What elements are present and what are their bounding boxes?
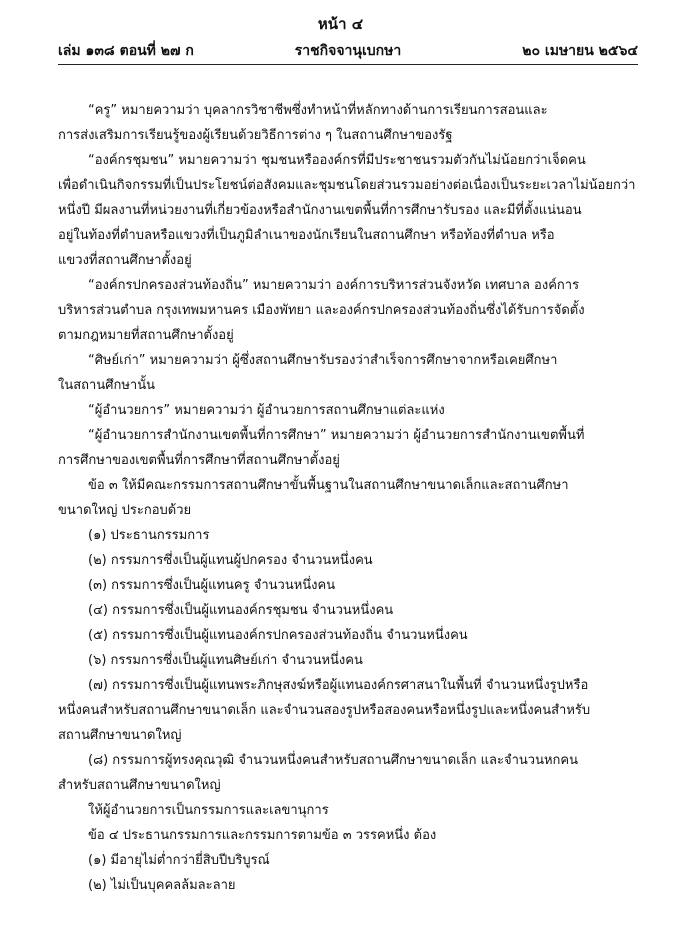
text-line: ข้อ ๓ ให้มีคณะกรรมการสถานศึกษาขั้นพื้นฐานในสถานศึกษาขนาดเล็กและสถานศึกษา — [88, 478, 569, 493]
list-item: (๑) ประธานกรรมการ — [88, 528, 210, 543]
text-line: เพื่อดำเนินกิจกรรมที่เป็นประโยชน์ต่อสังคมและชุมชนโดยส่วนรวมอย่างต่อเนื่องเป็นระยะเวลาไม่น้อยกว่า — [58, 178, 636, 193]
list-item: (๘) กรรมการผู้ทรงคุณวุฒิ จำนวนหนึ่งคนสำหรับสถานศึกษาขนาดเล็ก และจำนวนหกคน — [88, 753, 578, 768]
publication-date: ๒๐ เมษายน ๒๕๖๔ — [522, 43, 638, 59]
text-line: อยู่ในท้องที่ตำบลหรือแขวงที่เป็นภูมิลำเนาของนักเรียนในสถานศึกษา หรือท้องที่ตำบล หรือ — [58, 228, 555, 243]
list-item: (๓) กรรมการซึ่งเป็นผู้แทนครู จำนวนหนึ่งคน — [88, 578, 336, 593]
text-line: “ผู้อำนวยการสำนักงานเขตพื้นที่การศึกษา” หมายความว่า ผู้อำนวยการสำนักงานเขตพื้นที่ — [88, 428, 585, 443]
text-line: ขนาดใหญ่ ประกอบด้วย — [58, 503, 192, 518]
text-line: “องค์กรปกครองส่วนท้องถิ่น” หมายความว่า องค์การบริหารส่วนจังหวัด เทศบาล องค์การ — [88, 278, 580, 293]
text-line: ตามกฎหมายที่สถานศึกษาตั้งอยู่ — [58, 328, 234, 343]
text-line: ให้ผู้อำนวยการเป็นกรรมการและเลขานุการ — [88, 803, 329, 818]
text-line: “ผู้อำนวยการ” หมายความว่า ผู้อำนวยการสถานศึกษาแต่ละแห่ง — [88, 403, 445, 418]
text-line: “องค์กรชุมชน” หมายความว่า ชุมชนหรือองค์กรที่มีประชาชนรวมตัวกันไม่น้อยกว่าเจ็ดคน — [88, 153, 586, 168]
text-line: “ศิษย์เก่า” หมายความว่า ผู้ซึ่งสถานศึกษารับรองว่าสำเร็จการศึกษาจากหรือเคยศึกษา — [88, 353, 558, 368]
volume-issue: เล่ม ๑๓๘ ตอนที่ ๒๗ ก — [58, 43, 194, 59]
text-line: หนึ่งคนสำหรับสถานศึกษาขนาดเล็ก และจำนวนสองรูปหรือสองคนหรือหนึ่งรูปและหนึ่งคนสำหรับ — [58, 703, 591, 718]
list-item: (๔) กรรมการซึ่งเป็นผู้แทนองค์กรชุมชน จำนวนหนึ่งคน — [88, 603, 394, 618]
text-line: หนึ่งปี มีผลงานที่หน่วยงานที่เกี่ยวข้องหรือสำนักงานเขตพื้นที่การศึกษารับรอง และมีที่ตั้งแน่นอน — [58, 203, 582, 218]
text-line: การส่งเสริมการเรียนรู้ของผู้เรียนด้วยวิธีการต่าง ๆ ในสถานศึกษาของรัฐ — [58, 128, 453, 143]
document-body — [58, 98, 648, 898]
list-item: (๗) กรรมการซึ่งเป็นผู้แทนพระภิกษุสงฆ์หรือผู้แทนองค์กรศาสนาในพื้นที่ จำนวนหนึ่งรูปหรือ — [88, 678, 589, 693]
list-item: (๕) กรรมการซึ่งเป็นผู้แทนองค์กรปกครองส่วนท้องถิ่น จำนวนหนึ่งคน — [88, 628, 468, 643]
header-divider — [58, 64, 638, 65]
text-line: ในสถานศึกษานั้น — [58, 378, 155, 393]
text-line: “ครู” หมายความว่า บุคลากรวิชาชีพซึ่งทำหน้าที่หลักทางด้านการเรียนการสอนและ — [88, 103, 548, 118]
text-line: สำหรับสถานศึกษาขนาดใหญ่ — [58, 778, 221, 793]
page-number: หน้า ๔ — [317, 15, 364, 33]
text-line: สถานศึกษาขนาดใหญ่ — [58, 728, 182, 743]
list-item: (๖) กรรมการซึ่งเป็นผู้แทนศิษย์เก่า จำนวนหนึ่งคน — [88, 653, 363, 668]
text-line: ข้อ ๔ ประธานกรรมการและกรรมการตามข้อ ๓ วรรคหนึ่ง ต้อง — [88, 828, 437, 843]
list-item: (๑) มีอายุไม่ต่ำกว่ายี่สิบปีบริบูรณ์ — [88, 853, 270, 868]
list-item: (๒) กรรมการซึ่งเป็นผู้แทนผู้ปกครอง จำนวนหนึ่งคน — [88, 553, 373, 568]
gazette-header — [58, 40, 638, 62]
text-line: แขวงที่สถานศึกษาตั้งอยู่ — [58, 253, 192, 268]
text-line: การศึกษาของเขตพื้นที่การศึกษาที่สถานศึกษาตั้งอยู่ — [58, 453, 340, 468]
text-line: บริหารส่วนตำบล กรุงเทพมหานคร เมืองพัทยา และองค์กรปกครองส่วนท้องถิ่นซึ่งได้รับการจัดตั้ง — [58, 303, 585, 318]
list-item: (๒) ไม่เป็นบุคคลล้มละลาย — [88, 878, 236, 893]
gazette-title: ราชกิจจานุเบกษา — [294, 43, 402, 59]
